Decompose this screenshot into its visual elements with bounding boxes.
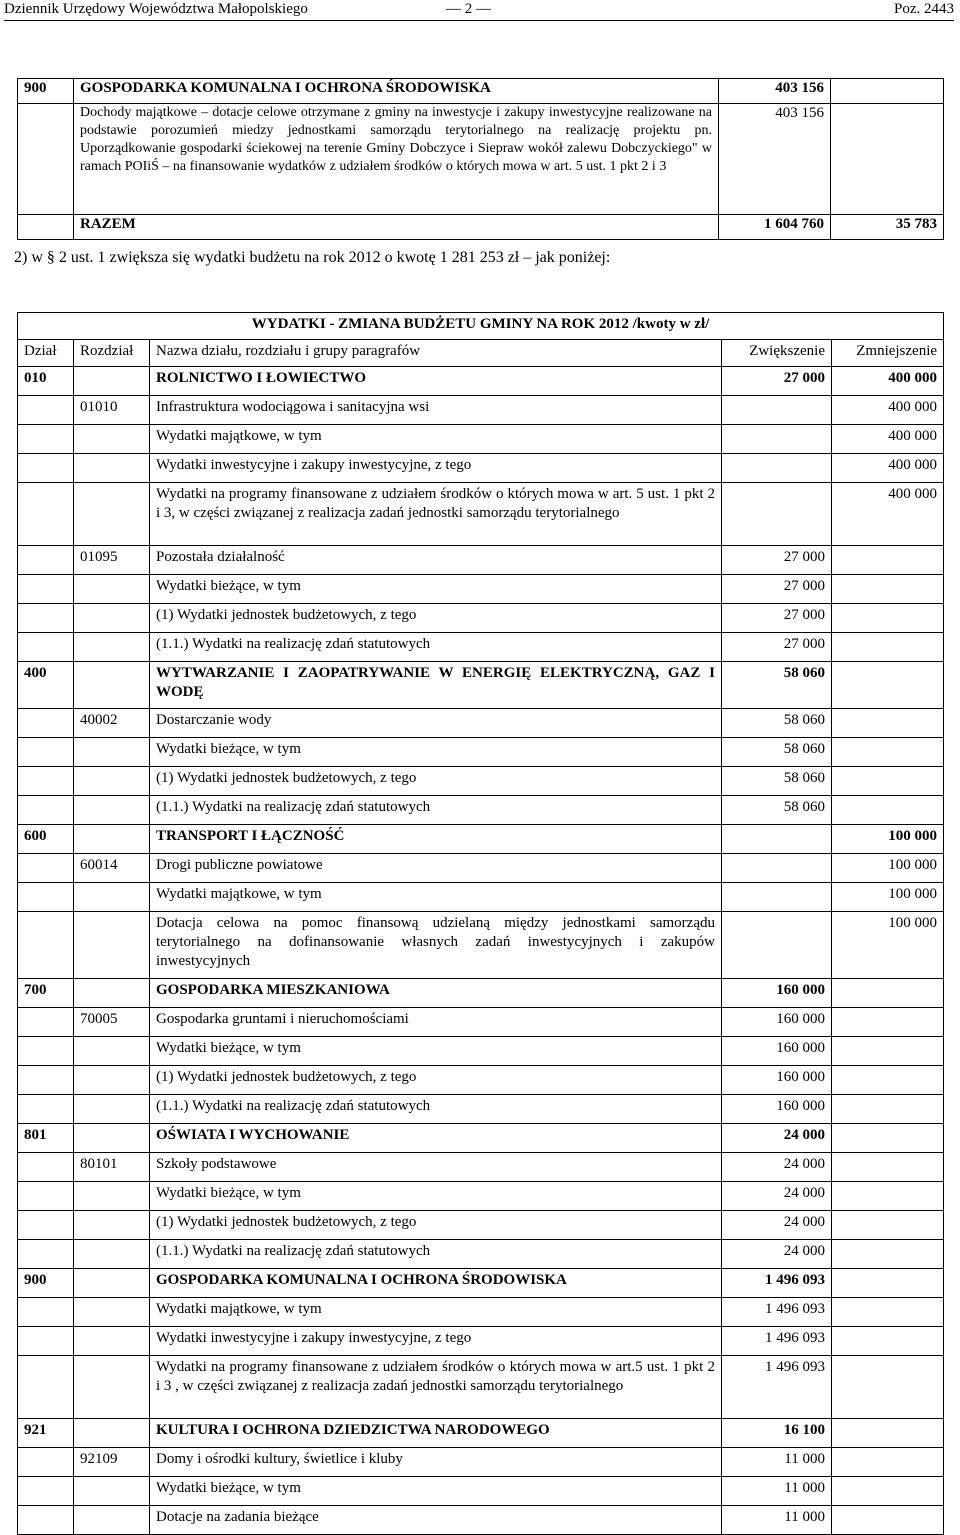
row-dzial [18, 709, 74, 738]
table-row [18, 1211, 944, 1240]
row-dzial [18, 1182, 74, 1211]
table-row [18, 1419, 944, 1448]
row-rozdzial [74, 1506, 150, 1535]
row-dzial [18, 633, 74, 662]
table-row [18, 1037, 944, 1066]
row-dzial [18, 1477, 74, 1506]
row-name: Wydatki na programy finansowane z udziałem środków o których mowa w art.5 ust. 1 pkt 2 i 3 , w części związanej z realizacja zadań jednostki samorządu terytorialnego [150, 1356, 722, 1419]
table-row [18, 709, 944, 738]
row-dzial [18, 546, 74, 575]
row-rozdzial [74, 1182, 150, 1211]
row-rozdzial [74, 662, 150, 709]
row-name: Dotacje na zadania bieżące [150, 1506, 722, 1535]
row-rozdzial [74, 1356, 150, 1419]
total-label: RAZEM [74, 215, 719, 240]
table-row [18, 1356, 944, 1419]
row-decrease [832, 1477, 944, 1506]
row-decrease [832, 979, 944, 1008]
table-row [18, 1269, 944, 1298]
row-decrease [832, 1153, 944, 1182]
expense-table-title: WYDATKI - ZMIANA BUDŻETU GMINY NA ROK 2012 /kwoty w zł/ [18, 313, 944, 340]
expense-table [17, 312, 944, 1535]
section-code: 900 [18, 79, 74, 104]
row-name: (1.1.) Wydatki na realizację zdań statutowych [150, 633, 722, 662]
row-name: Drogi publiczne powiatowe [150, 854, 722, 883]
income-table [17, 78, 944, 240]
row-name: (1) Wydatki jednostek budżetowych, z tego [150, 767, 722, 796]
row-increase: 24 000 [722, 1153, 832, 1182]
row-dzial [18, 1008, 74, 1037]
col-dzial: Dział [18, 340, 74, 367]
row-dzial [18, 1327, 74, 1356]
row-decrease [832, 662, 944, 709]
row-rozdzial [74, 1269, 150, 1298]
row-decrease: 400 000 [832, 454, 944, 483]
row-rozdzial [74, 825, 150, 854]
row-rozdzial [74, 425, 150, 454]
row-rozdzial [74, 738, 150, 767]
row-rozdzial [74, 1066, 150, 1095]
row-increase [722, 854, 832, 883]
row-rozdzial: 01095 [74, 546, 150, 575]
row-rozdzial [74, 1298, 150, 1327]
row-name: (1) Wydatki jednostek budżetowych, z tego [150, 604, 722, 633]
table-row [18, 483, 944, 546]
row-decrease [832, 1327, 944, 1356]
total-1: 1 604 760 [719, 215, 831, 240]
row-name: Dotacja celowa na pomoc finansową udzielaną między jednostkami samorządu terytorialnego na dofinansowanie własnych zadań inwestycyjnych i zakupów inwestycyjnych [150, 912, 722, 979]
row-dzial [18, 1153, 74, 1182]
row-dzial [18, 483, 74, 546]
row-dzial [18, 1448, 74, 1477]
row-name: (1) Wydatki jednostek budżetowych, z tego [150, 1211, 722, 1240]
table-row [18, 1506, 944, 1535]
row-dzial [18, 604, 74, 633]
income-amount: 403 156 [719, 104, 831, 215]
col-zwiekszenie: Zwiększenie [722, 340, 832, 367]
row-rozdzial [74, 796, 150, 825]
row-rozdzial [74, 1327, 150, 1356]
position-number: Poz. 2443 [894, 1, 954, 17]
row-rozdzial [74, 1124, 150, 1153]
table-row [18, 454, 944, 483]
row-increase [722, 883, 832, 912]
row-increase [722, 425, 832, 454]
table-row [18, 1327, 944, 1356]
row-rozdzial [74, 1095, 150, 1124]
row-decrease [832, 1182, 944, 1211]
total-2: 35 783 [831, 215, 944, 240]
row-dzial: 010 [18, 367, 74, 396]
row-dzial: 600 [18, 825, 74, 854]
row-increase: 11 000 [722, 1448, 832, 1477]
row-increase: 160 000 [722, 1008, 832, 1037]
row-dzial [18, 1298, 74, 1327]
row-dzial [18, 738, 74, 767]
row-decrease [832, 767, 944, 796]
row-rozdzial [74, 883, 150, 912]
row-name: (1) Wydatki jednostek budżetowych, z tego [150, 1066, 722, 1095]
table-row [18, 1095, 944, 1124]
row-increase: 24 000 [722, 1211, 832, 1240]
row-rozdzial [74, 604, 150, 633]
row-dzial: 900 [18, 1269, 74, 1298]
row-dzial [18, 1506, 74, 1535]
col-rozdzial: Rozdział [74, 340, 150, 367]
table-row [18, 662, 944, 709]
row-increase: 58 060 [722, 738, 832, 767]
row-increase: 160 000 [722, 1037, 832, 1066]
row-decrease [832, 575, 944, 604]
table-row [18, 1066, 944, 1095]
row-name: Wydatki inwestycyjne i zakupy inwestycyjne, z tego [150, 454, 722, 483]
col-nazwa: Nazwa działu, rozdziału i grupy paragrafów [150, 340, 722, 367]
row-increase: 11 000 [722, 1477, 832, 1506]
row-dzial [18, 425, 74, 454]
row-rozdzial [74, 1037, 150, 1066]
row-increase: 58 060 [722, 662, 832, 709]
table-row [18, 1477, 944, 1506]
table-row [18, 796, 944, 825]
expense-rows [18, 367, 944, 1535]
row-increase: 1 496 093 [722, 1298, 832, 1327]
row-name: (1.1.) Wydatki na realizację zdań statutowych [150, 796, 722, 825]
row-name: OŚWIATA I WYCHOWANIE [150, 1124, 722, 1153]
row-name: Wydatki bieżące, w tym [150, 1477, 722, 1506]
row-decrease [832, 1419, 944, 1448]
journal-title: Dziennik Urzędowy Województwa Małopolskiego [4, 1, 308, 17]
row-decrease: 400 000 [832, 396, 944, 425]
row-name: Gospodarka gruntami i nieruchomościami [150, 1008, 722, 1037]
row-rozdzial [74, 483, 150, 546]
row-increase: 24 000 [722, 1182, 832, 1211]
row-dzial [18, 1356, 74, 1419]
row-name: (1.1.) Wydatki na realizację zdań statutowych [150, 1095, 722, 1124]
row-name: KULTURA I OCHRONA DZIEDZICTWA NARODOWEGO [150, 1419, 722, 1448]
row-dzial [18, 1037, 74, 1066]
row-rozdzial: 70005 [74, 1008, 150, 1037]
row-decrease [832, 796, 944, 825]
table-row [18, 854, 944, 883]
row-name: Wydatki majątkowe, w tym [150, 883, 722, 912]
row-decrease [832, 1506, 944, 1535]
row-name: Wydatki bieżące, w tym [150, 738, 722, 767]
row-dzial [18, 767, 74, 796]
row-name: Wydatki majątkowe, w tym [150, 425, 722, 454]
row-name: WYTWARZANIE I ZAOPATRYWANIE W ENERGIĘ ELEKTRYCZNĄ, GAZ I WODĘ [150, 662, 722, 709]
row-dzial: 801 [18, 1124, 74, 1153]
col-zmniejszenie: Zmniejszenie [832, 340, 944, 367]
row-name: Wydatki na programy finansowane z udziałem środków o których mowa w art. 5 ust. 1 pkt 2 i 3, w części związanej z realizacja zadań jednostki samorządu terytorialnego [150, 483, 722, 546]
table-row [18, 825, 944, 854]
row-name: Szkoły podstawowe [150, 1153, 722, 1182]
row-dzial [18, 796, 74, 825]
table-row [18, 1124, 944, 1153]
row-decrease [832, 1240, 944, 1269]
row-rozdzial [74, 979, 150, 1008]
table-row [18, 604, 944, 633]
row-name: GOSPODARKA MIESZKANIOWA [150, 979, 722, 1008]
paragraph-2: 2) w § 2 ust. 1 zwiększa się wydatki budżetu na rok 2012 o kwotę 1 281 253 zł – jak poniżej: [14, 249, 611, 266]
row-increase: 1 496 093 [722, 1327, 832, 1356]
row-dzial: 700 [18, 979, 74, 1008]
row-increase: 58 060 [722, 796, 832, 825]
row-decrease [832, 1124, 944, 1153]
row-rozdzial [74, 1240, 150, 1269]
row-dzial [18, 854, 74, 883]
row-increase: 58 060 [722, 709, 832, 738]
row-rozdzial: 80101 [74, 1153, 150, 1182]
section-name: GOSPODARKA KOMUNALNA I OCHRONA ŚRODOWISKA [74, 79, 719, 104]
row-decrease: 100 000 [832, 912, 944, 979]
row-increase [722, 912, 832, 979]
row-rozdzial [74, 767, 150, 796]
row-increase: 1 496 093 [722, 1356, 832, 1419]
row-decrease: 400 000 [832, 483, 944, 546]
row-rozdzial [74, 1211, 150, 1240]
row-name: Wydatki inwestycyjne i zakupy inwestycyjne, z tego [150, 1327, 722, 1356]
table-row [18, 1182, 944, 1211]
row-decrease [832, 738, 944, 767]
row-name: Domy i ośrodki kultury, świetlice i kluby [150, 1448, 722, 1477]
row-dzial: 921 [18, 1419, 74, 1448]
row-decrease: 100 000 [832, 883, 944, 912]
row-name: Wydatki bieżące, w tym [150, 575, 722, 604]
row-rozdzial: 01010 [74, 396, 150, 425]
row-decrease [832, 1356, 944, 1419]
row-name: (1.1.) Wydatki na realizację zdań statutowych [150, 1240, 722, 1269]
row-increase: 27 000 [722, 367, 832, 396]
row-increase: 160 000 [722, 1095, 832, 1124]
row-dzial [18, 1066, 74, 1095]
row-rozdzial [74, 575, 150, 604]
row-decrease [832, 1037, 944, 1066]
row-decrease: 400 000 [832, 367, 944, 396]
row-decrease [832, 1298, 944, 1327]
row-decrease [832, 1095, 944, 1124]
table-row [18, 979, 944, 1008]
table-row [18, 633, 944, 662]
row-increase: 58 060 [722, 767, 832, 796]
row-rozdzial: 60014 [74, 854, 150, 883]
income-description: Dochody majątkowe – dotacje celowe otrzymane z gminy na inwestycje i zakupy inwestycyjne realizowane na podstawie porozumień miedzy jednostkami samorządu terytorialnego na realizację projektu pn. Uporządkowanie gospodarki ściekowej na terenie Gminy Dobczyce i Siepraw wokół zalewu Dobczyckiego" w ramach POIiŚ – na finansowanie wydatków z udziałem środków o których mowa w art. 5 ust. 1 pkt 2 i 3 [74, 104, 719, 215]
row-rozdzial [74, 1477, 150, 1506]
row-decrease [832, 604, 944, 633]
row-name: TRANSPORT I ŁĄCZNOŚĆ [150, 825, 722, 854]
row-decrease [832, 1269, 944, 1298]
row-increase [722, 483, 832, 546]
row-increase: 27 000 [722, 633, 832, 662]
row-name: ROLNICTWO I ŁOWIECTWO [150, 367, 722, 396]
table-row [18, 367, 944, 396]
section-amount: 403 156 [719, 79, 831, 104]
table-row [18, 883, 944, 912]
row-decrease [832, 1211, 944, 1240]
table-row [18, 396, 944, 425]
row-increase: 1 496 093 [722, 1269, 832, 1298]
table-row [18, 425, 944, 454]
row-increase [722, 454, 832, 483]
row-decrease [832, 1066, 944, 1095]
row-increase [722, 825, 832, 854]
row-dzial [18, 912, 74, 979]
row-name: GOSPODARKA KOMUNALNA I OCHRONA ŚRODOWISKA [150, 1269, 722, 1298]
row-dzial: 400 [18, 662, 74, 709]
row-increase: 27 000 [722, 604, 832, 633]
row-decrease: 400 000 [832, 425, 944, 454]
row-dzial [18, 454, 74, 483]
row-decrease: 100 000 [832, 854, 944, 883]
row-name: Wydatki bieżące, w tym [150, 1037, 722, 1066]
table-row [18, 767, 944, 796]
row-increase: 24 000 [722, 1240, 832, 1269]
row-name: Wydatki majątkowe, w tym [150, 1298, 722, 1327]
row-name: Infrastruktura wodociągowa i sanitacyjna wsi [150, 396, 722, 425]
row-name: Pozostała działalność [150, 546, 722, 575]
row-rozdzial [74, 367, 150, 396]
row-name: Wydatki bieżące, w tym [150, 1182, 722, 1211]
table-row [18, 912, 944, 979]
row-dzial [18, 575, 74, 604]
row-dzial [18, 1211, 74, 1240]
table-row [18, 738, 944, 767]
row-increase: 27 000 [722, 546, 832, 575]
row-increase: 160 000 [722, 1066, 832, 1095]
row-dzial [18, 396, 74, 425]
table-row [18, 1153, 944, 1182]
page-number: — 2 — [446, 1, 491, 17]
table-row [18, 1008, 944, 1037]
row-rozdzial [74, 912, 150, 979]
row-dzial [18, 883, 74, 912]
row-increase: 160 000 [722, 979, 832, 1008]
row-rozdzial [74, 1419, 150, 1448]
row-dzial [18, 1095, 74, 1124]
row-increase [722, 396, 832, 425]
row-increase: 24 000 [722, 1124, 832, 1153]
table-row [18, 546, 944, 575]
row-increase: 11 000 [722, 1506, 832, 1535]
table-row [18, 1448, 944, 1477]
row-rozdzial: 92109 [74, 1448, 150, 1477]
row-increase: 16 100 [722, 1419, 832, 1448]
row-rozdzial [74, 633, 150, 662]
row-name: Dostarczanie wody [150, 709, 722, 738]
row-decrease [832, 1008, 944, 1037]
row-decrease [832, 1448, 944, 1477]
row-increase: 27 000 [722, 575, 832, 604]
page-header [4, 0, 954, 21]
table-row [18, 1240, 944, 1269]
row-rozdzial: 40002 [74, 709, 150, 738]
row-decrease: 100 000 [832, 825, 944, 854]
row-rozdzial [74, 454, 150, 483]
table-row [18, 575, 944, 604]
row-decrease [832, 709, 944, 738]
table-row [18, 1298, 944, 1327]
row-dzial [18, 1240, 74, 1269]
row-decrease [832, 633, 944, 662]
row-decrease [832, 546, 944, 575]
